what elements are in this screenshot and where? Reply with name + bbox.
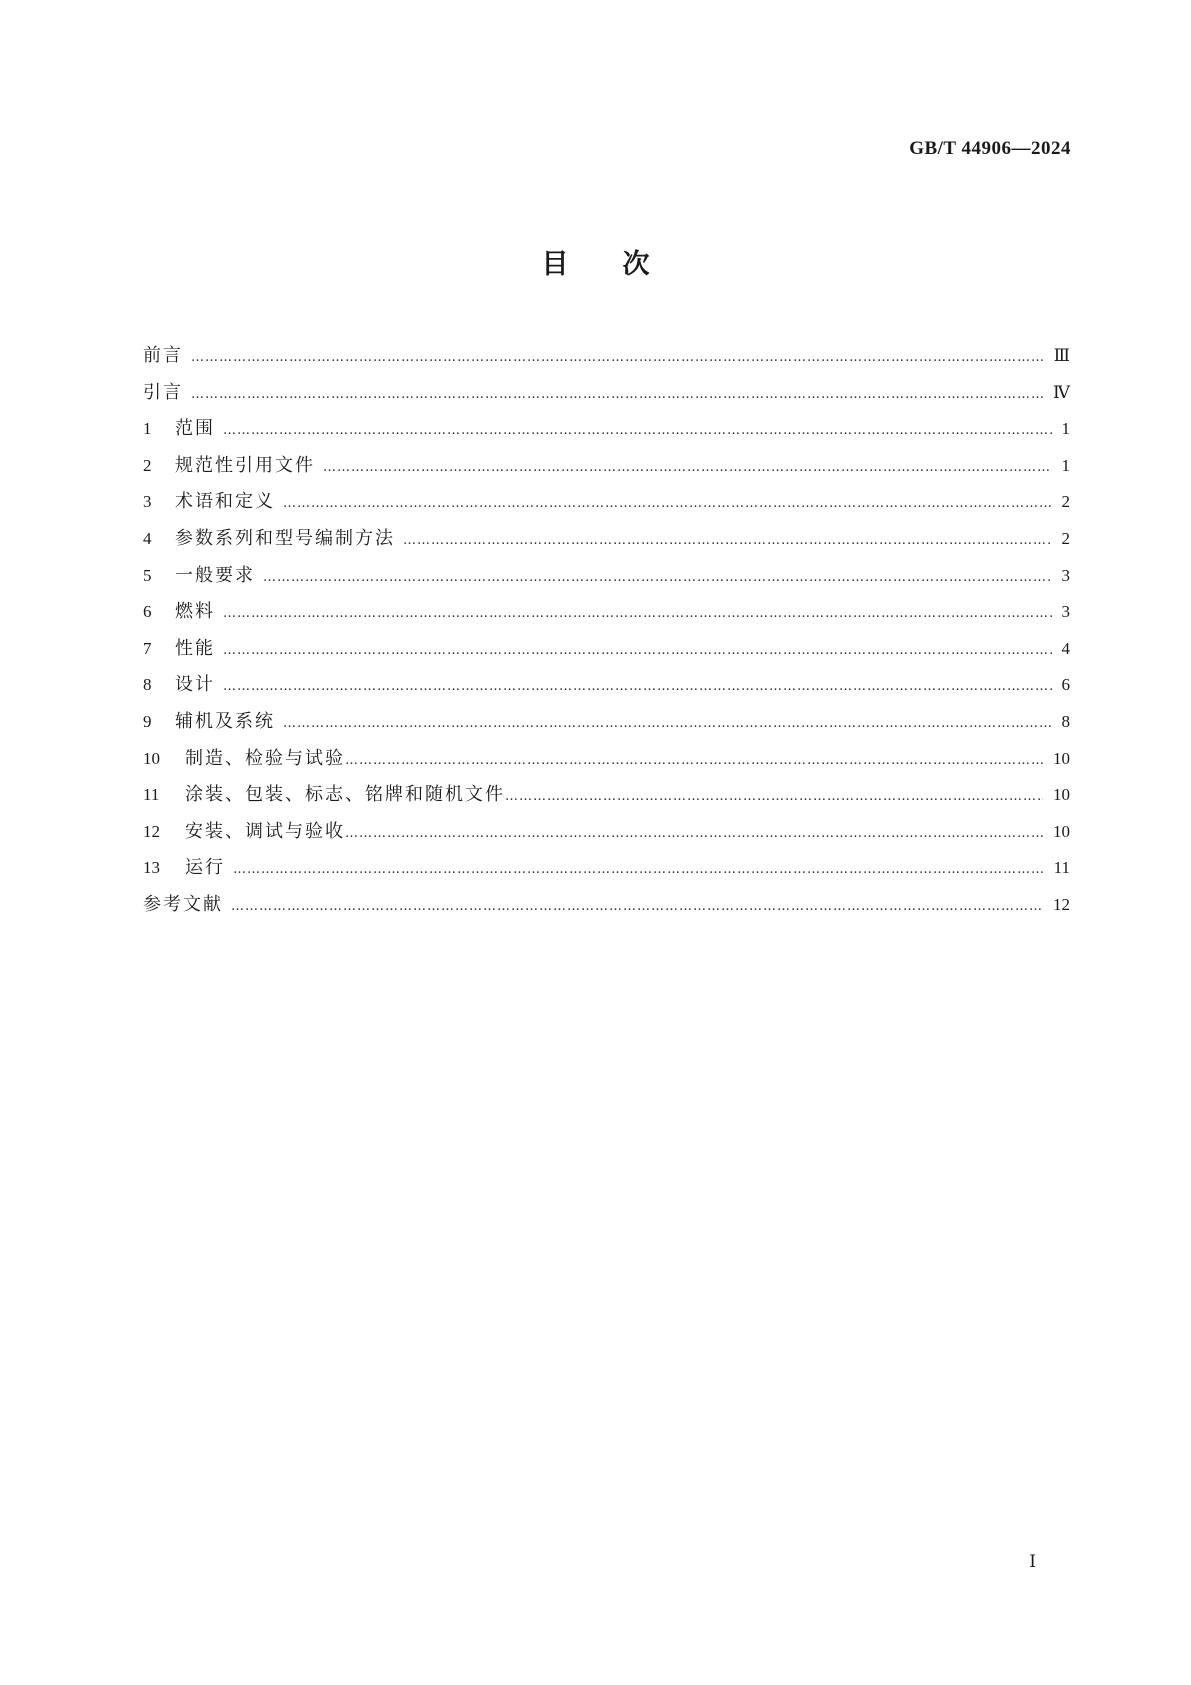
toc-entry-number: 1 bbox=[143, 419, 152, 439]
toc-dot-leader bbox=[345, 816, 1043, 853]
toc-entry-12[interactable] bbox=[143, 814, 1070, 851]
toc-dot-leader bbox=[223, 669, 1052, 706]
toc-entry-page: 2 bbox=[1061, 528, 1070, 548]
page-number: Ⅰ bbox=[1029, 1552, 1036, 1571]
page-title: 目次 bbox=[541, 249, 704, 280]
toc-dot-leader bbox=[223, 413, 1052, 450]
toc-entry-number: 11 bbox=[143, 785, 160, 805]
toc-entry-label: 安装、调试与验收 bbox=[185, 820, 345, 842]
toc-entry-label: 术语和定义 bbox=[175, 491, 275, 513]
toc-dot-leader bbox=[233, 852, 1044, 889]
toc-entry-bibliography[interactable] bbox=[143, 887, 1070, 924]
toc-entry-label: 辅机及系统 bbox=[175, 710, 275, 732]
toc-entry-number: 10 bbox=[143, 748, 160, 768]
toc-entry-label: 参考文献 bbox=[143, 893, 223, 915]
toc-entry-foreword[interactable] bbox=[143, 338, 1070, 375]
toc-entry-number: 9 bbox=[143, 711, 152, 731]
toc-entry-introduction[interactable] bbox=[143, 375, 1070, 412]
toc-entry-label: 燃料 bbox=[175, 601, 215, 623]
toc-dot-leader bbox=[263, 560, 1052, 597]
toc-entry-label: 范围 bbox=[175, 418, 215, 440]
toc-entry-page: 10 bbox=[1053, 785, 1070, 805]
toc-entry-7[interactable] bbox=[143, 631, 1070, 668]
toc-dot-leader bbox=[191, 377, 1043, 414]
toc-entry-number: 13 bbox=[143, 858, 160, 878]
toc-entry-number: 7 bbox=[143, 638, 152, 658]
toc-entry-page: 3 bbox=[1061, 565, 1070, 585]
toc-entry-number: 3 bbox=[143, 492, 152, 512]
toc-entry-number: 5 bbox=[143, 565, 152, 585]
toc-entry-5[interactable] bbox=[143, 558, 1070, 595]
toc-dot-leader bbox=[403, 523, 1052, 560]
toc-entry-13[interactable] bbox=[143, 850, 1070, 887]
toc-entry-label: 设计 bbox=[175, 674, 215, 696]
toc-entry-page: 1 bbox=[1061, 419, 1070, 439]
toc-dot-leader bbox=[323, 450, 1052, 487]
toc-entry-label: 前言 bbox=[143, 345, 183, 366]
toc-dot-leader bbox=[223, 596, 1052, 633]
toc-entry-page: 2 bbox=[1061, 492, 1070, 512]
toc-entry-11[interactable] bbox=[143, 777, 1070, 814]
toc-entry-number: 12 bbox=[143, 821, 160, 841]
toc-entry-number: 6 bbox=[143, 602, 152, 622]
toc-entry-label: 一般要求 bbox=[175, 564, 255, 586]
toc-entry-9[interactable] bbox=[143, 704, 1070, 741]
toc-entry-label: 涂装、包装、标志、铭牌和随机文件 bbox=[185, 784, 505, 806]
toc-entry-4[interactable] bbox=[143, 521, 1070, 558]
toc-dot-leader bbox=[223, 633, 1052, 670]
toc-entry-page: 1 bbox=[1061, 455, 1070, 475]
toc-entry-10[interactable] bbox=[143, 741, 1070, 778]
toc-dot-leader bbox=[283, 486, 1052, 523]
toc-entry-label: 引言 bbox=[143, 381, 183, 403]
standard-code: GB/T 44906—2024 bbox=[909, 138, 1071, 159]
toc-entry-label: 制造、检验与试验 bbox=[185, 747, 345, 769]
toc-dot-leader bbox=[345, 743, 1043, 780]
toc-entry-3[interactable] bbox=[143, 484, 1070, 521]
toc-entry-number: 2 bbox=[143, 455, 152, 475]
toc-entry-6[interactable] bbox=[143, 594, 1070, 631]
toc-entry-page: 8 bbox=[1061, 711, 1070, 731]
toc-entry-number: 8 bbox=[143, 675, 152, 695]
toc-dot-leader bbox=[231, 889, 1043, 926]
toc-entry-page: Ⅲ bbox=[1053, 346, 1070, 365]
toc-entry-page: Ⅳ bbox=[1053, 382, 1070, 402]
toc-entry-page: 11 bbox=[1053, 858, 1070, 878]
toc-entry-page: 3 bbox=[1061, 602, 1070, 622]
toc-entry-label: 性能 bbox=[175, 637, 215, 659]
toc-entry-page: 10 bbox=[1053, 748, 1070, 768]
toc-dot-leader bbox=[191, 340, 1044, 377]
toc-entry-label: 运行 bbox=[185, 857, 225, 879]
toc-dot-leader bbox=[505, 779, 1043, 816]
toc-entry-number: 4 bbox=[143, 528, 152, 548]
table-of-contents bbox=[143, 338, 1070, 924]
toc-entry-page: 10 bbox=[1053, 821, 1070, 841]
toc-entry-1[interactable] bbox=[143, 411, 1070, 448]
toc-entry-page: 6 bbox=[1061, 675, 1070, 695]
toc-entry-page: 4 bbox=[1061, 638, 1070, 658]
toc-entry-2[interactable] bbox=[143, 448, 1070, 485]
toc-entry-label: 规范性引用文件 bbox=[175, 454, 315, 476]
toc-entry-label: 参数系列和型号编制方法 bbox=[175, 527, 395, 549]
toc-entry-8[interactable] bbox=[143, 667, 1070, 704]
toc-entry-page: 12 bbox=[1053, 894, 1070, 914]
toc-dot-leader bbox=[283, 706, 1052, 743]
